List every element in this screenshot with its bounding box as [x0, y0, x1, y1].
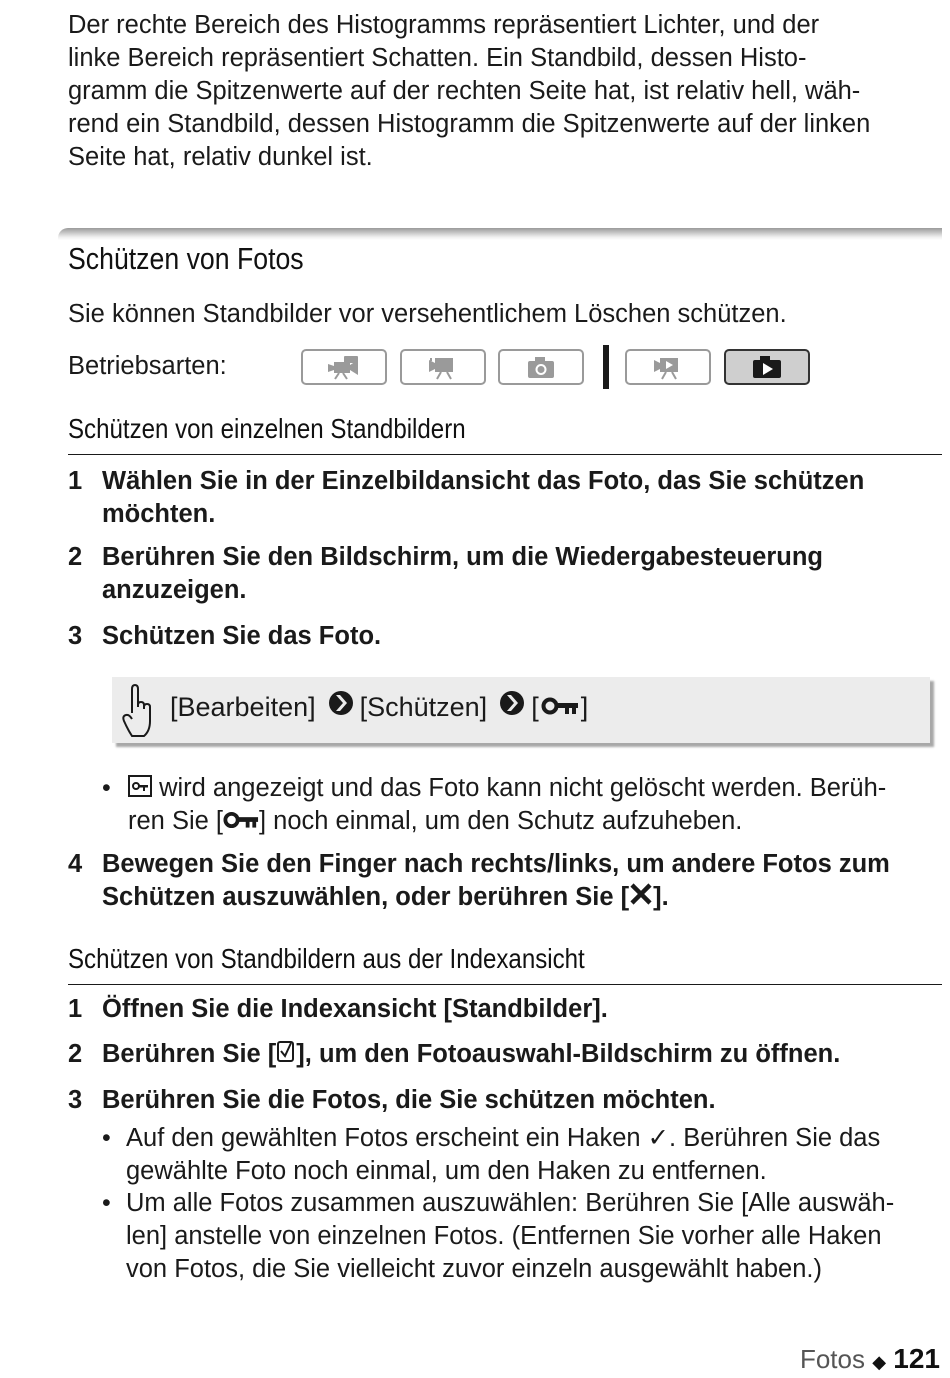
- menu-protect-label: [Schützen]: [359, 692, 488, 722]
- subsection-rule: [68, 984, 942, 985]
- step-text-line: Berühren Sie die Fotos, die Sie schützen möchten.: [102, 1086, 716, 1114]
- mode-movie-playback: [625, 349, 711, 385]
- bullet-text: Auf den gewählten Fotos erscheint ein Haken: [126, 1124, 648, 1152]
- mode-photo: [498, 349, 584, 385]
- intro-line: linke Bereich repräsentiert Schatten. Ein Standbild, dessen Histo-: [68, 44, 807, 72]
- operation-box: [112, 677, 930, 743]
- step-text-line: Wählen Sie in der Einzelbildansicht das Foto, das Sie schützen: [102, 467, 865, 495]
- bullet-text: gewählte Foto noch einmal, um den Haken zu entfernen.: [126, 1157, 767, 1185]
- key-protect-icon: [541, 690, 579, 724]
- intro-line: gramm die Spitzenwerte auf der rechten Seite hat, ist relativ hell, wäh-: [68, 77, 861, 105]
- index-step-3: [68, 1084, 942, 1117]
- auto-movie-icon: [324, 354, 364, 380]
- step-text-line: [102, 1038, 942, 1072]
- bullet-text: von Fotos, die Sie vielleicht zuvor einzeln ausgewählt haben.): [126, 1255, 822, 1283]
- bullet-dot-icon: •: [102, 1189, 111, 1217]
- mode-auto-movie: [301, 349, 387, 385]
- menu-arrow-icon: [328, 690, 354, 724]
- step-number: 2: [68, 543, 83, 571]
- select-checkbox-icon: [276, 1039, 296, 1072]
- key-bracket: [: [531, 692, 539, 722]
- subsection-title-single: Schützen von einzelnen Standbildern: [68, 413, 466, 444]
- section-divider: [58, 228, 942, 240]
- bullet-checkmark: [102, 1122, 942, 1188]
- bullet-select-all: [102, 1187, 942, 1286]
- mode-photo-playback: [724, 349, 810, 385]
- mode-movie: [400, 349, 486, 385]
- bullet-text: wird angezeigt und das Foto kann nicht gelöscht werden. Berüh-: [152, 774, 887, 802]
- step-3: [68, 620, 942, 653]
- section-title: Schützen von Fotos: [68, 241, 304, 276]
- subsection-rule: [68, 454, 942, 455]
- movie-camera-icon: [423, 354, 463, 380]
- step-text-line: Bewegen Sie den Finger nach rechts/links, um andere Fotos zum: [102, 850, 890, 878]
- step-number: 1: [68, 995, 83, 1023]
- mode-separator: [603, 345, 609, 389]
- step-number: 3: [68, 622, 83, 650]
- section-lead: Sie können Standbilder vor versehentlichem Löschen schützen.: [68, 300, 787, 328]
- step-2: [68, 541, 942, 607]
- step-number: 1: [68, 467, 83, 495]
- step-text-line: [102, 881, 942, 915]
- close-icon: [629, 882, 653, 915]
- bullet-text: ] noch einmal, um den Schutz aufzuheben.: [258, 807, 743, 835]
- step-number: 2: [68, 1040, 83, 1068]
- index-step-2: [68, 1038, 942, 1071]
- bullet-text: Um alle Fotos zusammen auszuwählen: Berühren Sie [Alle auswäh-: [126, 1189, 895, 1217]
- photo-playback-icon: [747, 354, 787, 380]
- intro-line: rend ein Standbild, dessen Histogramm die Spitzenwerte auf der linken: [68, 110, 871, 138]
- modes-label: Betriebsarten:: [68, 352, 227, 380]
- protected-indicator-icon: [128, 773, 152, 806]
- step-number: 3: [68, 1086, 83, 1114]
- index-step-1: [68, 993, 942, 1026]
- step-number: 4: [68, 850, 83, 878]
- intro-line: Der rechte Bereich des Histogramms repräsentiert Lichter, und der: [68, 11, 820, 39]
- step-text: ], um den Fotoauswahl-Bildschirm zu öffnen.: [296, 1040, 841, 1068]
- step-4: [68, 848, 942, 914]
- bullet-text: len] anstelle von einzelnen Fotos. (Entfernen Sie vorher alle Haken: [126, 1222, 882, 1250]
- step-text-line: Schützen Sie das Foto.: [102, 622, 382, 650]
- step-text-line: Berühren Sie den Bildschirm, um die Wiedergabesteuerung: [102, 543, 824, 571]
- key-bracket: ]: [580, 692, 589, 722]
- footer-section: Fotos: [799, 1344, 865, 1374]
- touch-hand-icon: [120, 683, 154, 739]
- step-text-line: möchten.: [102, 500, 216, 528]
- step-text: Schützen auszuwählen, oder berühren Sie [: [102, 883, 630, 911]
- bullet-text: . Berühren Sie das: [669, 1124, 881, 1152]
- step-text-line: anzuzeigen.: [102, 576, 247, 604]
- intro-paragraph: [68, 9, 944, 174]
- menu-arrow-icon: [499, 690, 525, 724]
- step-text-line: Öffnen Sie die Indexansicht [Standbilder].: [102, 995, 608, 1023]
- bullet-text: ren Sie [: [128, 807, 223, 835]
- bullet-dot-icon: •: [102, 1124, 111, 1152]
- step-1: [68, 465, 942, 531]
- subsection-title-index: Schützen von Standbildern aus der Indexansicht: [68, 943, 585, 974]
- movie-playback-icon: [648, 354, 688, 380]
- bullet-dot-icon: •: [102, 774, 111, 802]
- checkmark-icon: ✓: [647, 1124, 670, 1152]
- photo-camera-icon: [521, 354, 561, 380]
- key-protect-icon: [223, 806, 259, 839]
- footer-separator-icon: ◆: [872, 1352, 887, 1372]
- step-text: Berühren Sie [: [102, 1040, 277, 1068]
- intro-line: Seite hat, relativ dunkel ist.: [68, 143, 373, 171]
- step-text: ].: [653, 883, 669, 911]
- page-number: 121: [893, 1343, 940, 1374]
- menu-edit-label: [Bearbeiten]: [170, 692, 316, 722]
